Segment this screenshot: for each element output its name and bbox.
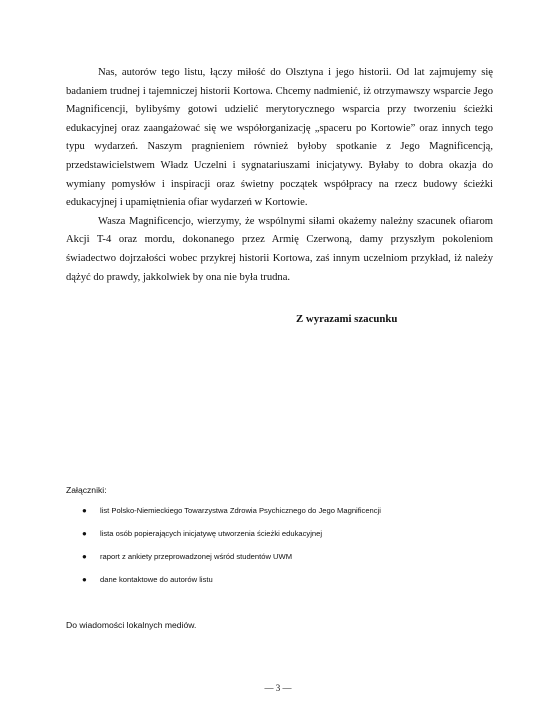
cc-note: Do wiadomości lokalnych mediów. xyxy=(66,620,197,630)
attachment-text: dane kontaktowe do autorów listu xyxy=(100,575,213,584)
attachments-label: Załączniki: xyxy=(66,485,107,495)
bullet-icon: ● xyxy=(82,506,87,515)
list-item xyxy=(82,574,381,597)
bullet-icon: ● xyxy=(82,529,87,538)
attachments-list xyxy=(82,505,381,597)
list-item xyxy=(82,505,381,528)
closing-salutation: Z wyrazami szacunku xyxy=(296,313,398,325)
list-item xyxy=(82,551,381,574)
attachment-text: raport z ankiety przeprowadzonej wśród studentów UWM xyxy=(100,552,293,561)
list-item xyxy=(82,528,381,551)
letter-body xyxy=(66,64,493,287)
bullet-icon: ● xyxy=(82,575,87,584)
paragraph-intro: Nas, autorów tego listu, łączy miłość do Olsztyna i jego historii. Od lat zajmujemy się badaniem trudnej i tajemniczej historii Kortowa. Chcemy nadmienić, iż otrzymawszy wsparcie Jego Magnificencji, bylibyśmy gotowi udzielić merytorycznego wsparcia przy tworzeniu ścieżki edukacyjnej oraz zaangażować się we współorganizację „spaceru po Kortowie” oraz innych tego typu wydarzeń. Naszym pragnieniem również byłoby spotkanie z Jego Magnificencją, przedstawicielstwem Władz Uczelni i sygnatariuszami inicjatywy. Byłaby to dobra okazja do wymiany pomysłów i inspiracji oraz świetny początek współpracy na rzecz budowy ścieżki edukacyjnej i upamiętnienia ofiar wydarzeń w Kortowie. xyxy=(66,67,493,209)
attachment-text: list Polsko-Niemieckiego Towarzystwa Zdrowia Psychicznego do Jego Magnificencji xyxy=(100,506,381,515)
attachment-text: lista osób popierających inicjatywę utworzenia ścieżki edukacyjnej xyxy=(100,529,323,538)
page-number: — 3 — xyxy=(264,683,292,693)
bullet-icon: ● xyxy=(82,552,87,561)
paragraph-appeal: Wasza Magnificencjo, wierzymy, że wspólnymi siłami okażemy należny szacunek ofiarom Akcji T-4 oraz mordu, dokonanego przez Armię Czerwoną, damy przyszłym pokoleniom świadectwo dojrzałości wobec przykrej historii Kortowa, zaś innym uczelniom przykład, iż należy dążyć do prawdy, jakkolwiek by ona nie była trudna. xyxy=(66,215,493,283)
